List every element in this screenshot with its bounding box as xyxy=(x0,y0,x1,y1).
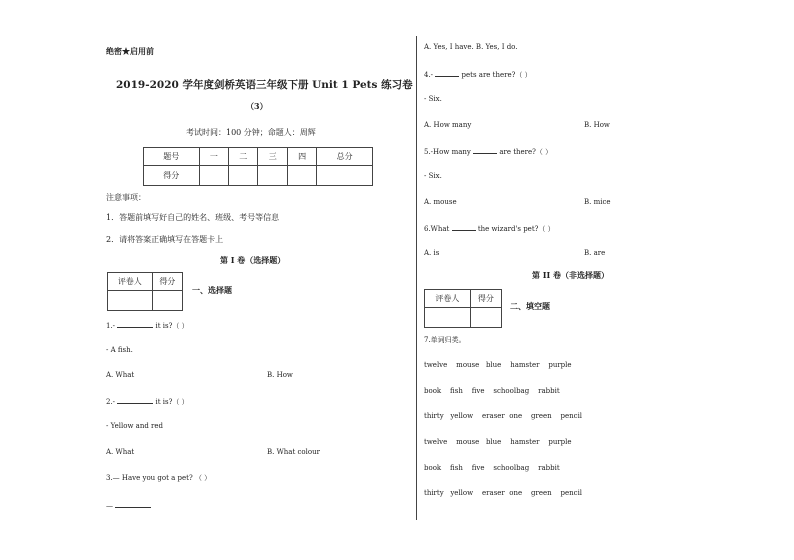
q6-blank[interactable] xyxy=(452,223,476,231)
q1-answer: - A fish. xyxy=(106,346,133,354)
question-3: 3.— Have you got a pet? （ ） xyxy=(106,474,212,482)
q2-answer: - Yellow and red xyxy=(106,422,164,430)
score-table-header: 三 xyxy=(258,148,287,166)
question-6 xyxy=(424,223,555,234)
part1-title: 第 I 卷（选择题） xyxy=(220,255,286,265)
q5-answer: - Six. xyxy=(424,172,442,180)
score-table-header: 一 xyxy=(199,148,228,166)
q6-prefix: 6.What xyxy=(424,225,450,233)
q2-blank[interactable] xyxy=(117,396,153,404)
q5-prefix: 5.-How many xyxy=(424,148,471,156)
q4-option-a[interactable]: A. How many xyxy=(424,121,472,129)
page-subtitle: （3） xyxy=(246,101,268,111)
q3-blank[interactable] xyxy=(115,500,151,508)
q7-word-line: book fish five schoolbag rabbit xyxy=(424,387,560,395)
q7-word-line: thirty yellow eraser one green pencil xyxy=(424,412,583,420)
score-table-header: 四 xyxy=(287,148,316,166)
q1-option-a[interactable]: A. What xyxy=(106,371,135,379)
score-cell[interactable] xyxy=(317,166,373,186)
q2-prefix: 2.- xyxy=(106,398,116,406)
q7-word-line: thirty yellow eraser one green pencil xyxy=(424,489,583,497)
score-row-label: 得分 xyxy=(144,166,200,186)
q3-options[interactable]: A. Yes, I have. B. Yes, I do. xyxy=(424,43,518,51)
notes-title: 注意事项： xyxy=(106,193,146,202)
grader-table-2 xyxy=(424,289,502,328)
q6-option-a[interactable]: A. is xyxy=(424,249,440,257)
q3-dash: — xyxy=(106,502,113,510)
question-5 xyxy=(424,146,552,157)
q2-option-a[interactable]: A. What xyxy=(106,448,135,456)
grader-cell[interactable] xyxy=(425,308,471,328)
question-4 xyxy=(424,69,532,80)
score-table-header: 题号 xyxy=(144,148,200,166)
q7-title: 7.单词归类。 xyxy=(424,336,466,344)
q5-option-b[interactable]: B. mice xyxy=(584,198,611,206)
section2-title: 二、填空题 xyxy=(510,301,550,311)
section1-title: 一、选择题 xyxy=(192,285,232,295)
column-divider xyxy=(416,36,417,520)
part2-title: 第 II 卷（非选择题） xyxy=(532,270,610,280)
grader-score-label: 得分 xyxy=(470,290,501,308)
exam-info: 考试时间：100 分钟；命题人：周辉 xyxy=(186,128,316,137)
q2-suffix: it is?（ ） xyxy=(155,398,189,406)
q5-option-a[interactable]: A. mouse xyxy=(424,198,457,206)
score-cell[interactable] xyxy=(199,166,228,186)
grader-label: 评卷人 xyxy=(108,273,153,291)
q1-prefix: 1.- xyxy=(106,322,116,330)
score-table xyxy=(143,147,373,186)
q7-word-line: twelve mouse blue hamster purple xyxy=(424,361,572,369)
score-table-header: 总分 xyxy=(317,148,373,166)
notes-item: 2．请将答案正确填写在答题卡上 xyxy=(106,235,224,244)
q5-blank[interactable] xyxy=(473,146,497,154)
notes-item: 1．答题前填写好自己的姓名、班级、考号等信息 xyxy=(106,213,280,222)
q5-suffix: are there?（ ） xyxy=(499,148,553,156)
q7-word-line: book fish five schoolbag rabbit xyxy=(424,464,560,472)
q7-word-line: twelve mouse blue hamster purple xyxy=(424,438,572,446)
grader-cell[interactable] xyxy=(470,308,501,328)
q1-suffix: it is?（ ） xyxy=(155,322,189,330)
grader-score-label: 得分 xyxy=(152,273,182,291)
score-cell[interactable] xyxy=(258,166,287,186)
q2-option-b[interactable]: B. What colour xyxy=(267,448,320,456)
q4-blank[interactable] xyxy=(435,69,459,77)
q1-blank[interactable] xyxy=(117,320,153,328)
score-cell[interactable] xyxy=(229,166,258,186)
grader-table-1 xyxy=(107,272,183,311)
score-table-header: 二 xyxy=(229,148,258,166)
q4-option-b[interactable]: B. How xyxy=(584,121,610,129)
q6-suffix: the wizard's pet?（ ） xyxy=(477,225,555,233)
q3-answer-line xyxy=(106,500,151,510)
q6-option-b[interactable]: B. are xyxy=(584,249,606,257)
question-1 xyxy=(106,320,189,331)
grader-cell[interactable] xyxy=(152,291,182,311)
grader-label: 评卷人 xyxy=(425,290,471,308)
question-2 xyxy=(106,396,189,407)
grader-cell[interactable] xyxy=(108,291,153,311)
page-title: 2019-2020 学年度剑桥英语三年级下册 Unit 1 Pets 练习卷 xyxy=(116,79,413,91)
q4-answer: - Six. xyxy=(424,95,442,103)
score-cell[interactable] xyxy=(287,166,316,186)
q1-option-b[interactable]: B. How xyxy=(267,371,293,379)
secret-label: 绝密★启用前 xyxy=(106,46,154,56)
q4-prefix: 4.- xyxy=(424,71,434,79)
q4-suffix: pets are there?（ ） xyxy=(461,71,532,79)
